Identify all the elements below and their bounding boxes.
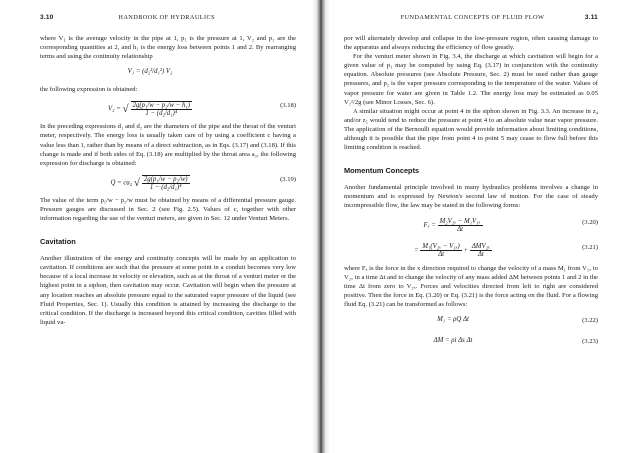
eq18-lhs: V₂ = <box>108 105 121 113</box>
continuity-equation-body: V₁ = (d₂²/d₁²) V₂ <box>127 68 173 76</box>
eq21-numerator-2: ΔMV₂ₓ <box>471 242 490 250</box>
eq20-denominator: Δt <box>457 225 463 233</box>
eq19-lhs: Q = ca₂ <box>110 179 133 187</box>
book-spine-shadow <box>312 0 330 453</box>
equation-3-23 <box>344 333 598 351</box>
eq18-numerator: 2g(p₁/w − p₂/w − h₁) <box>132 102 190 110</box>
right-running-head: FUNDAMENTAL CONCEPTS OF FLUID FLOW <box>400 14 545 21</box>
left-paragraph-1: where V₁ is the average velocity in the pipe at 1, p₁ is the pressure at 1, V₂ and p₂ are the corresponding quantities at 2, and h₁ is the energy loss between points 1 and 2. By rearranging terms and using the continuity relationship <box>40 35 296 61</box>
continuity-equation <box>40 64 296 82</box>
eq21-number: (3.21) <box>582 243 598 251</box>
eq19-denominator: 1 − (d₂/d₁)⁴ <box>149 183 182 191</box>
radical-sign: √ <box>133 176 140 189</box>
left-running-head: HANDBOOK OF HYDRAULICS <box>118 14 216 21</box>
equation-3-18 <box>40 97 296 119</box>
eq23-body: ΔM = ρi Δs Δt <box>433 336 473 344</box>
eq22-body: M₁ = ρQ Δt <box>437 315 469 323</box>
eq23-number: (3.23) <box>582 337 598 345</box>
right-paragraph-5: where Fₓ is the force in the x direction required to change the velocity of a mass M₁ from V₁ₓ to V₂ₓ in a time Δt and to change the velocity of any mass added ΔM between points 1 and 2 in the time Δt from zero to V₂ₓ. Forces and velocities directed from left to right are considered positive. Then the force in Eq. (3.20) or Eq. (3.21) is the force acting on the fluid. For a flowing fluid Eq. (3.21) can be transformed as follows: <box>344 264 598 308</box>
eq21-denominator-1: Δt <box>438 250 445 258</box>
left-page <box>0 0 312 453</box>
momentum-heading: Momentum Concepts <box>344 166 420 176</box>
eq20-numerator: M₂V₂ₓ − M₁V₁ₓ <box>439 217 481 225</box>
right-paragraph-3: A similar situation might occur at point 4 in the siphon shown in Fig. 3.3. An increase in z₄ and/or z₅ would tend to reduce the pressure at point 4 to an absolute value near vapor pressure. The application of the Bernoulli equation would provide information about limiting conditions, although it is possible that the pipe from point 4 to point 5 may cease to flow full before this limiting condition is reached. <box>344 107 598 152</box>
right-paragraph-1: por will alternately develop and collapse in the low-pressure region, often causing damage to the apparatus and always reducing the efficiency of flow greatly. <box>344 35 598 52</box>
left-page-number: 3.10 <box>40 14 54 21</box>
eq20-lhs: Fₓ = <box>423 221 436 229</box>
equation-3-20 <box>344 214 598 236</box>
cavitation-heading: Cavitation <box>40 237 76 247</box>
eq18-number: (3.18) <box>280 102 296 110</box>
eq21-denominator-2: Δt <box>477 250 484 258</box>
eq19-numerator: 2g(p₁/w − p₂/w) <box>143 175 188 183</box>
right-paragraph-4: Another fundamental principle involved in many hydraulics problems involves a change in momentum and is expressed by Newton's second law of motion. For the case of steady incompressible flow, the law may be stated in the following forms: <box>344 184 598 210</box>
equation-3-21 <box>344 239 598 261</box>
eq18-denominator: 1 − (d₂/d₁)⁴ <box>145 110 178 118</box>
left-paragraph-4: The value of the term p₁/w − p₂/w must be obtained by means of a differential pressure gauge. Pressure gauges are discussed in Sec. 2 (see Fig. 2.5). Values of c, together with other information regarding the use of the venturi meters, are given in Sec. 12 under Venturi Meters. <box>40 196 296 223</box>
left-paragraph-5: Another illustration of the energy and continuity concepts will be made by an application to cavitation. If conditions are such that the pressure at some point in a conduit becomes very low because of a local increase in velocity or elevation, such as at the throat of a venturi meter or the highest point in a siphon, then cavitation may occur. Cavitation will begin when the pressure at any location reaches an absolute pressure equal to the saturated vapor pressure of the liquid (see Fluid Properties, Sec. 1). Usually this condition is attained by increasing the discharge to the critical condition. If the discharge is increased beyond this critical condition, cavities filled with liquid va- <box>40 255 296 326</box>
eq21-plus: + <box>463 246 469 254</box>
eq19-number: (3.19) <box>280 175 296 183</box>
left-paragraph-2: the following expression is obtained: <box>40 86 138 94</box>
left-paragraph-3: In the preceding expressions d₁ and d₂ are the diameters of the pipe and the throat of the venturi meter, respectively. The energy loss is usually taken care of by using a coefficient c having a value less than 1, rather than by means of a direct subtraction, as in Eqs. (3.17) and (3.18). If this change is made and if both sides of Eq. (3.18) are multiplied by the throat area a₂, the following expression for discharge is obtained: <box>40 123 296 167</box>
eq20-number: (3.20) <box>582 218 598 226</box>
right-paragraph-2: For the venturi meter shown in Fig. 3.4, the discharge at which cavitation will begin for a given value of p₁ may be computed by using Eq. (3.17) in conjunction with the continuity equation. Absolute pressures (see Absolute Pressure, Sec. 2) must be used rather than gauge pressures, and p₂ is the vapor pressure corresponding to the temperature of the water. Values of vapor pressure for water are given in Table 1.2. The energy loss may be estimated as 0.05 V₂²/2g (see Minor Losses, Sec. 6). <box>344 53 598 106</box>
right-page-number: 3.11 <box>584 14 598 21</box>
right-running-header <box>344 14 598 21</box>
equation-3-22 <box>344 312 598 330</box>
equation-3-19 <box>40 171 296 193</box>
eq22-number: (3.22) <box>582 316 598 324</box>
right-page <box>330 0 638 453</box>
left-running-header <box>40 14 296 21</box>
eq21-lhs: = <box>414 246 419 254</box>
radical-sign: √ <box>122 103 129 116</box>
eq21-numerator-1: M₁(V₂ₓ − V₁ₓ) <box>422 242 460 250</box>
